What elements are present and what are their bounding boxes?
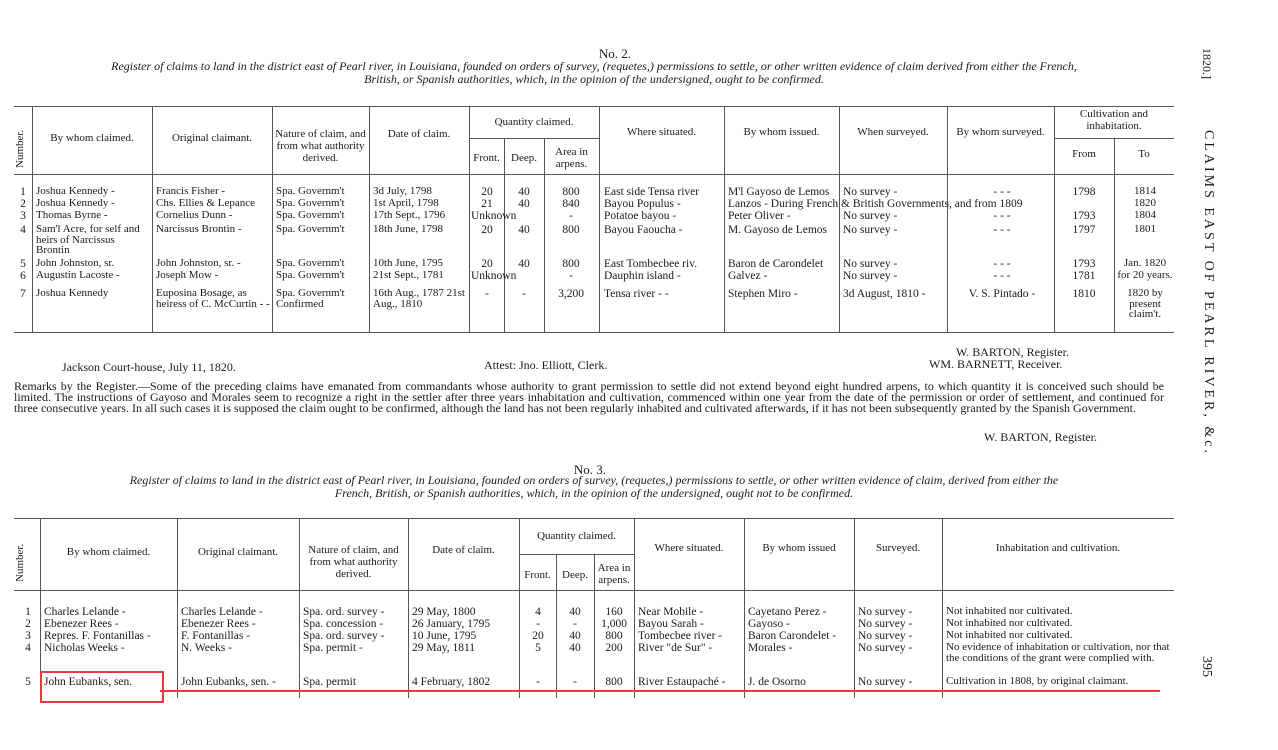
t2-cell-claimant: Joshua Kennedy bbox=[36, 287, 109, 299]
t2-cell-claimant: Joshua Kennedy - bbox=[36, 185, 115, 197]
t2-cell-issued: M'l Gayoso de Lemos bbox=[728, 186, 830, 198]
t3-cell-deep: - bbox=[573, 618, 577, 630]
t3-cell-front: - bbox=[536, 618, 540, 630]
t2-cell-deep: 40 bbox=[518, 198, 530, 210]
t3-cell-where: River "de Sur" - bbox=[638, 642, 713, 654]
t2-cell-num: 1 bbox=[20, 186, 26, 198]
t2-cell-num: 3 bbox=[20, 210, 26, 222]
t2-cell-when: No survey - bbox=[843, 270, 898, 282]
t3-cell-date: 29 May, 1811 bbox=[412, 642, 476, 654]
t2-cell-front: 21 bbox=[481, 198, 493, 210]
t3-header-inhabitation: Inhabitation and cultivation. bbox=[995, 542, 1121, 554]
t3-cell-nature: Spa. concession - bbox=[303, 618, 384, 630]
t2-cell-deep: 40 bbox=[518, 186, 530, 198]
t3-cell-original: Ebenezer Rees - bbox=[181, 618, 256, 630]
table3-caption-line2: French, British, or Spanish authorities, which, in the opinion of the undersigned, ought not to be confirmed. bbox=[334, 486, 854, 500]
t2-cell-where: Potatoe bayou - bbox=[604, 210, 677, 222]
signature-attest: Attest: Jno. Elliott, Clerk. bbox=[484, 358, 608, 372]
t3-cell-where: River Estaupaché - bbox=[638, 676, 726, 688]
t2-row-6 bbox=[14, 270, 1174, 282]
t2-cell-date: 21st Sept., 1781 bbox=[373, 269, 444, 281]
t2-cell-area: 840 bbox=[562, 198, 580, 210]
t2-cell-where: Bayou Faoucha - bbox=[604, 224, 683, 236]
remarks-signer: W. BARTON, Register. bbox=[984, 430, 1097, 444]
t2-cell-claimant: Augustin Lacoste - bbox=[36, 269, 120, 281]
table2-header-rule bbox=[14, 174, 1174, 175]
t2-cell-date: 10th June, 1795 bbox=[373, 257, 443, 269]
t3-cell-nature: Spa. permit - bbox=[303, 642, 363, 654]
t3-row-5 bbox=[14, 676, 1174, 688]
t2-header-deep: Deep. bbox=[511, 152, 537, 164]
t2-cell-bywhom: V. S. Pintado - bbox=[968, 288, 1036, 300]
t2-cell-deep: 40 bbox=[518, 224, 530, 236]
t3-header-quantity: Quantity claimed. bbox=[537, 530, 616, 542]
t3-cell-area: 160 bbox=[605, 606, 623, 618]
signature-register: W. BARTON, Register. bbox=[956, 345, 1069, 359]
t2-cell-nature: Spa. Governm't bbox=[276, 269, 345, 281]
highlight-box bbox=[40, 671, 164, 703]
signature-place: Jackson Court-house, July 11, 1820. bbox=[62, 360, 236, 374]
t2-cell-from: 1793 bbox=[1072, 210, 1096, 222]
t3-header-area: Area in arpens. bbox=[597, 562, 631, 586]
t2-cell-to: Jan. 1820 bbox=[1123, 257, 1167, 269]
t3-cell-issued: Gayoso - bbox=[748, 618, 790, 630]
t2-header-cultivation: Cultivation and inhabitation. bbox=[1079, 108, 1149, 132]
t3-cell-num: 3 bbox=[25, 630, 31, 642]
t2-cell-issued: Baron de Carondelet bbox=[728, 258, 824, 270]
table3-number: No. 3. bbox=[573, 462, 607, 477]
t2-header-area: Area in arpens. bbox=[555, 146, 588, 170]
t2-cell-bywhom: - - - bbox=[993, 224, 1011, 236]
t2-cell-from: 1793 bbox=[1072, 258, 1096, 270]
t3-cell-num: 1 bbox=[25, 606, 31, 618]
t2-cell-when: No survey - bbox=[843, 224, 898, 236]
t3-cell-inhab: Not inhabited nor cultivated. bbox=[946, 617, 1073, 629]
t3-header-date: Date of claim. bbox=[432, 544, 495, 556]
t3-cell-area: 800 bbox=[605, 676, 623, 688]
t2-cell-to: for 20 years. bbox=[1117, 269, 1173, 281]
t2-cell-original: Chs. Ellies & Lepance bbox=[156, 197, 255, 209]
t2-cell-area: 800 bbox=[562, 224, 580, 236]
table3-top-rule bbox=[14, 518, 1174, 519]
t2-cell-nature: Spa. Governm't bbox=[276, 185, 345, 197]
t2-cell-claimant: Sam'l Acre, for self and heirs of Narcissus Brontin bbox=[36, 223, 140, 256]
t2-cell-num: 2 bbox=[20, 198, 26, 210]
t2-cell-front: 20 bbox=[481, 186, 493, 198]
t3-cell-date: 10 June, 1795 bbox=[412, 630, 477, 642]
t3-cell-area: 200 bbox=[605, 642, 623, 654]
t2-cell-nature: Spa. Governm't bbox=[276, 197, 345, 209]
t3-cell-original: N. Weeks - bbox=[181, 642, 232, 654]
t2-cell-date: 1st April, 1798 bbox=[373, 197, 439, 209]
t2-cell-bywhom: - - - bbox=[993, 210, 1011, 222]
table2-bottom-rule bbox=[14, 332, 1174, 333]
t3-cell-original: F. Fontanillas - bbox=[181, 630, 251, 642]
t2-cell-to: 1801 bbox=[1134, 223, 1156, 235]
t2-header-to: To bbox=[1138, 148, 1150, 160]
t2-cell-nature: Spa. Governm't Confirmed bbox=[276, 287, 345, 310]
t3-cell-inhab: No evidence of inhabitation or cultivation, nor that the conditions of the grant were complied with. bbox=[946, 641, 1170, 664]
highlight-underline bbox=[160, 690, 1160, 692]
t3-cell-surveyed: No survey - bbox=[858, 642, 913, 654]
t2-cell-when: 3d August, 1810 - bbox=[843, 288, 926, 300]
t2-cell-where: East side Tensa river bbox=[604, 186, 700, 198]
signature-receiver: WM. BARNETT, Receiver. bbox=[929, 357, 1063, 371]
t2-header-number: Number. bbox=[14, 129, 26, 169]
table2-caption-line2: British, or Spanish authorities, which, in the opinion of the undersigned, ought to be confirmed. bbox=[364, 72, 824, 86]
t3-cell-deep: 40 bbox=[569, 642, 581, 654]
t3-cell-area: 800 bbox=[605, 630, 623, 642]
t2-cell-when: No survey - bbox=[843, 210, 898, 222]
t2-cell-original: Francis Fisher - bbox=[156, 185, 226, 197]
t2-cell-where: East Tombecbee riv. bbox=[604, 258, 698, 270]
t3-cell-surveyed: No survey - bbox=[858, 676, 913, 688]
t3-cell-surveyed: No survey - bbox=[858, 630, 913, 642]
t3-cell-surveyed: No survey - bbox=[858, 606, 913, 618]
t3-header-where: Where situated. bbox=[654, 542, 724, 554]
t3-cell-issued: Baron Carondelet - bbox=[748, 630, 837, 642]
t2-header-nature: Nature of claim, and from what authority derived. bbox=[275, 128, 366, 164]
t3-cell-date: 29 May, 1800 bbox=[412, 606, 476, 618]
t3-header-number: Number. bbox=[14, 543, 26, 583]
t3-header-deep: Deep. bbox=[562, 569, 588, 581]
t3-cell-issued: Morales - bbox=[748, 642, 793, 654]
t2-cell-issued: M. Gayoso de Lemos bbox=[728, 224, 828, 236]
t3-header-issued: By whom issued bbox=[762, 542, 836, 554]
t2-header-by-whom-surveyed: By whom surveyed. bbox=[956, 126, 1045, 138]
t3-cell-surveyed: No survey - bbox=[858, 618, 913, 630]
t2-cell-to: 1804 bbox=[1134, 209, 1156, 221]
t3-cell-nature: Spa. ord. survey - bbox=[303, 606, 385, 618]
t2-header-front: Front. bbox=[473, 152, 500, 164]
t3-header-nature: Nature of claim, and from what authority derived. bbox=[308, 544, 399, 580]
t2-cell-deep: 40 bbox=[518, 258, 530, 270]
t2-cell-where: Dauphin island - bbox=[604, 270, 681, 282]
t3-cell-where: Tombecbee river - bbox=[638, 630, 723, 642]
t2-cell-nature: Spa. Governm't bbox=[276, 223, 345, 235]
table2 bbox=[14, 106, 1174, 332]
t2-cell-front: 20 bbox=[481, 224, 493, 236]
t2-cell-area: 800 bbox=[562, 186, 580, 198]
t2-cell-from: 1781 bbox=[1072, 270, 1096, 282]
t2-cell-nature: Spa. Governm't bbox=[276, 209, 345, 221]
t3-cell-deep: - bbox=[573, 676, 577, 688]
t3-cell-front: 5 bbox=[535, 642, 541, 654]
t2-cell-where: Bayou Populus - bbox=[604, 198, 681, 210]
t2-cell-from: 1798 bbox=[1072, 186, 1096, 198]
t3-cell-inhab: Cultivation in 1808, by original claimant. bbox=[946, 675, 1129, 687]
table2-quantity-rule bbox=[469, 138, 599, 139]
t3-cell-claimant: Nicholas Weeks - bbox=[44, 642, 125, 654]
t3-cell-num: 4 bbox=[25, 642, 31, 654]
t2-cell-deep: - bbox=[522, 288, 526, 300]
t2-cell-area: 3,200 bbox=[558, 288, 584, 300]
t2-cell-to: 1814 bbox=[1134, 185, 1156, 197]
t2-cell-num: 5 bbox=[20, 258, 26, 270]
t2-cell-to: 1820 by present claim't. bbox=[1127, 287, 1163, 320]
t2-cell-to: 1820 bbox=[1134, 197, 1156, 209]
t3-cell-where: Bayou Sarah - bbox=[638, 618, 704, 630]
table3-quantity-rule bbox=[519, 554, 634, 555]
t2-cell-when: No survey - bbox=[843, 258, 898, 270]
t2-cell-bywhom: - - - bbox=[993, 270, 1011, 282]
t2-cell-date: 17th Sept., 1796 bbox=[373, 209, 446, 221]
t3-cell-date: 26 January, 1795 bbox=[412, 618, 491, 630]
t2-cell-num: 6 bbox=[20, 270, 26, 282]
t3-cell-area: 1,000 bbox=[601, 618, 627, 630]
t2-cell-issued: Lanzos - During French & British Governments, and from 1809 bbox=[728, 198, 1023, 210]
t2-header-where: Where situated. bbox=[626, 126, 697, 138]
t3-cell-deep: 40 bbox=[569, 606, 581, 618]
t3-cell-claimant: Ebenezer Rees - bbox=[44, 618, 119, 630]
t2-header-from: From bbox=[1072, 148, 1096, 160]
t3-header-surveyed: Surveyed. bbox=[875, 542, 921, 554]
t2-cell-bywhom: - - - bbox=[993, 186, 1011, 198]
t2-cell-claimant: John Johnston, sr. bbox=[36, 257, 115, 269]
t2-cell-claimant: Joshua Kennedy - bbox=[36, 197, 115, 209]
t3-cell-num: 2 bbox=[25, 618, 31, 630]
t3-cell-nature: Spa. ord. survey - bbox=[303, 630, 385, 642]
t3-cell-issued: J. de Osorno bbox=[748, 676, 806, 688]
t2-cell-nature: Spa. Governm't bbox=[276, 257, 345, 269]
table2-top-rule bbox=[14, 106, 1174, 107]
t2-cell-original: John Johnston, sr. - bbox=[156, 257, 241, 269]
table3-caption-line1: Register of claims to land in the district east of Pearl river, in Louisiana, founded on orders of survey, (requetes,) permissions to settle, or other written evidence of claim, derived from either the bbox=[129, 473, 1059, 487]
t3-cell-front: 4 bbox=[535, 606, 541, 618]
t2-cell-area: 800 bbox=[562, 258, 580, 270]
t2-header-issued: By whom issued. bbox=[743, 126, 820, 138]
t2-cell-from: 1810 bbox=[1072, 288, 1096, 300]
t2-cell-num: 4 bbox=[20, 224, 26, 236]
t3-header-original: Original claimant. bbox=[197, 546, 279, 558]
t2-cell-issued: Peter Oliver - bbox=[728, 210, 791, 222]
t3-cell-claimant: John Eubanks, sen. bbox=[44, 676, 133, 688]
t2-cell-bywhom: - - - bbox=[993, 258, 1011, 270]
t3-cell-original: John Eubanks, sen. - bbox=[181, 676, 276, 688]
t2-row-3 bbox=[14, 210, 1174, 222]
t2-header-original: Original claimant. bbox=[171, 132, 253, 144]
t3-cell-issued: Cayetano Perez - bbox=[748, 606, 827, 618]
t2-cell-claimant: Thomas Byrne - bbox=[36, 209, 108, 221]
t3-cell-front: - bbox=[536, 676, 540, 688]
t3-cell-date: 4 February, 1802 bbox=[412, 676, 491, 688]
table2-number: No. 2. bbox=[598, 46, 632, 61]
side-running-title: CLAIMS EAST OF PEARL RIVER, &c. bbox=[1201, 130, 1216, 456]
t2-cell-date: 3d July, 1798 bbox=[373, 185, 432, 197]
t3-header-front: Front. bbox=[524, 569, 551, 581]
t2-cell-original: Joseph Mow - bbox=[156, 269, 219, 281]
t2-cell-front: Unknown bbox=[471, 270, 517, 282]
t2-cell-date: 16th Aug., 1787 21st Aug., 1810 bbox=[373, 287, 465, 310]
t2-cell-where: Tensa river - - bbox=[604, 288, 669, 300]
t2-cell-num: 7 bbox=[20, 288, 26, 300]
t3-cell-claimant: Charles Lelande - bbox=[44, 606, 126, 618]
page-number: 395 bbox=[1199, 656, 1214, 677]
t3-cell-front: 20 bbox=[532, 630, 544, 642]
t2-cell-original: Narcissus Brontin - bbox=[156, 223, 242, 235]
table3 bbox=[14, 518, 1174, 698]
t2-cell-when: No survey - bbox=[843, 186, 898, 198]
t2-cell-from: 1797 bbox=[1072, 224, 1096, 236]
t3-cell-where: Near Mobile - bbox=[638, 606, 704, 618]
t3-cell-deep: 40 bbox=[569, 630, 581, 642]
t3-cell-num: 5 bbox=[25, 676, 31, 688]
t3-cell-inhab: Not inhabited nor cultivated. bbox=[946, 605, 1073, 617]
t2-row-4 bbox=[14, 224, 1174, 258]
year-marker: 1820.] bbox=[1200, 48, 1214, 79]
t2-cell-front: - bbox=[485, 288, 489, 300]
t2-header-date: Date of claim. bbox=[387, 128, 451, 140]
remarks-text: Remarks by the Register.—Some of the preceding claims have emanated from commandants whose authority to grant permission to settle did not extend beyond eight hundred arpens, to which quantity it is conceived such should be limited. The instructions of Gayoso and Morales seem to recognize a right in the settler after three years inhabitation and cultivation, commenced within one year from the date of the permission or order of settlement, and continued for three consecutive years. In all such cases it is supposed the claim ought to be confirmed, although the land has not been regularly inhabited and cultivated afterwards, if it has not been subsequently granted by the Spanish Government. bbox=[14, 379, 1164, 415]
t2-cell-front: Unknown bbox=[471, 210, 517, 222]
table2-caption-line1: Register of claims to land in the district east of Pearl river, in Louisiana, founded on orders of survey, (requetes,) permissions to settle, or other written evidence of claim derived from either the French, bbox=[111, 59, 1077, 73]
t3-cell-inhab: Not inhabited nor cultivated. bbox=[946, 629, 1073, 641]
t3-cell-claimant: Repres. F. Fontanillas - bbox=[44, 630, 151, 642]
t2-cell-original: Euposina Bosage, as heiress of C. McCurtin - - bbox=[156, 287, 270, 310]
t3-header-by-whom: By whom claimed. bbox=[66, 546, 151, 558]
t2-cell-front: 20 bbox=[481, 258, 493, 270]
t2-cell-date: 18th June, 1798 bbox=[373, 223, 443, 235]
t3-cell-original: Charles Lelande - bbox=[181, 606, 263, 618]
t2-cell-original: Cornelius Dunn - bbox=[156, 209, 233, 221]
t2-cell-issued: Stephen Miro - bbox=[728, 288, 798, 300]
t2-header-quantity: Quantity claimed. bbox=[494, 116, 574, 128]
t2-header-by-whom: By whom claimed. bbox=[50, 132, 134, 144]
t2-row-7 bbox=[14, 288, 1174, 318]
t2-cell-issued: Galvez - bbox=[728, 270, 768, 282]
t2-cell-area: - bbox=[569, 270, 573, 282]
t3-cell-nature: Spa. permit bbox=[303, 676, 357, 688]
t2-cell-area: - bbox=[569, 210, 573, 222]
t2-header-when-surveyed: When surveyed. bbox=[857, 126, 929, 138]
t3-row-4 bbox=[14, 642, 1174, 676]
